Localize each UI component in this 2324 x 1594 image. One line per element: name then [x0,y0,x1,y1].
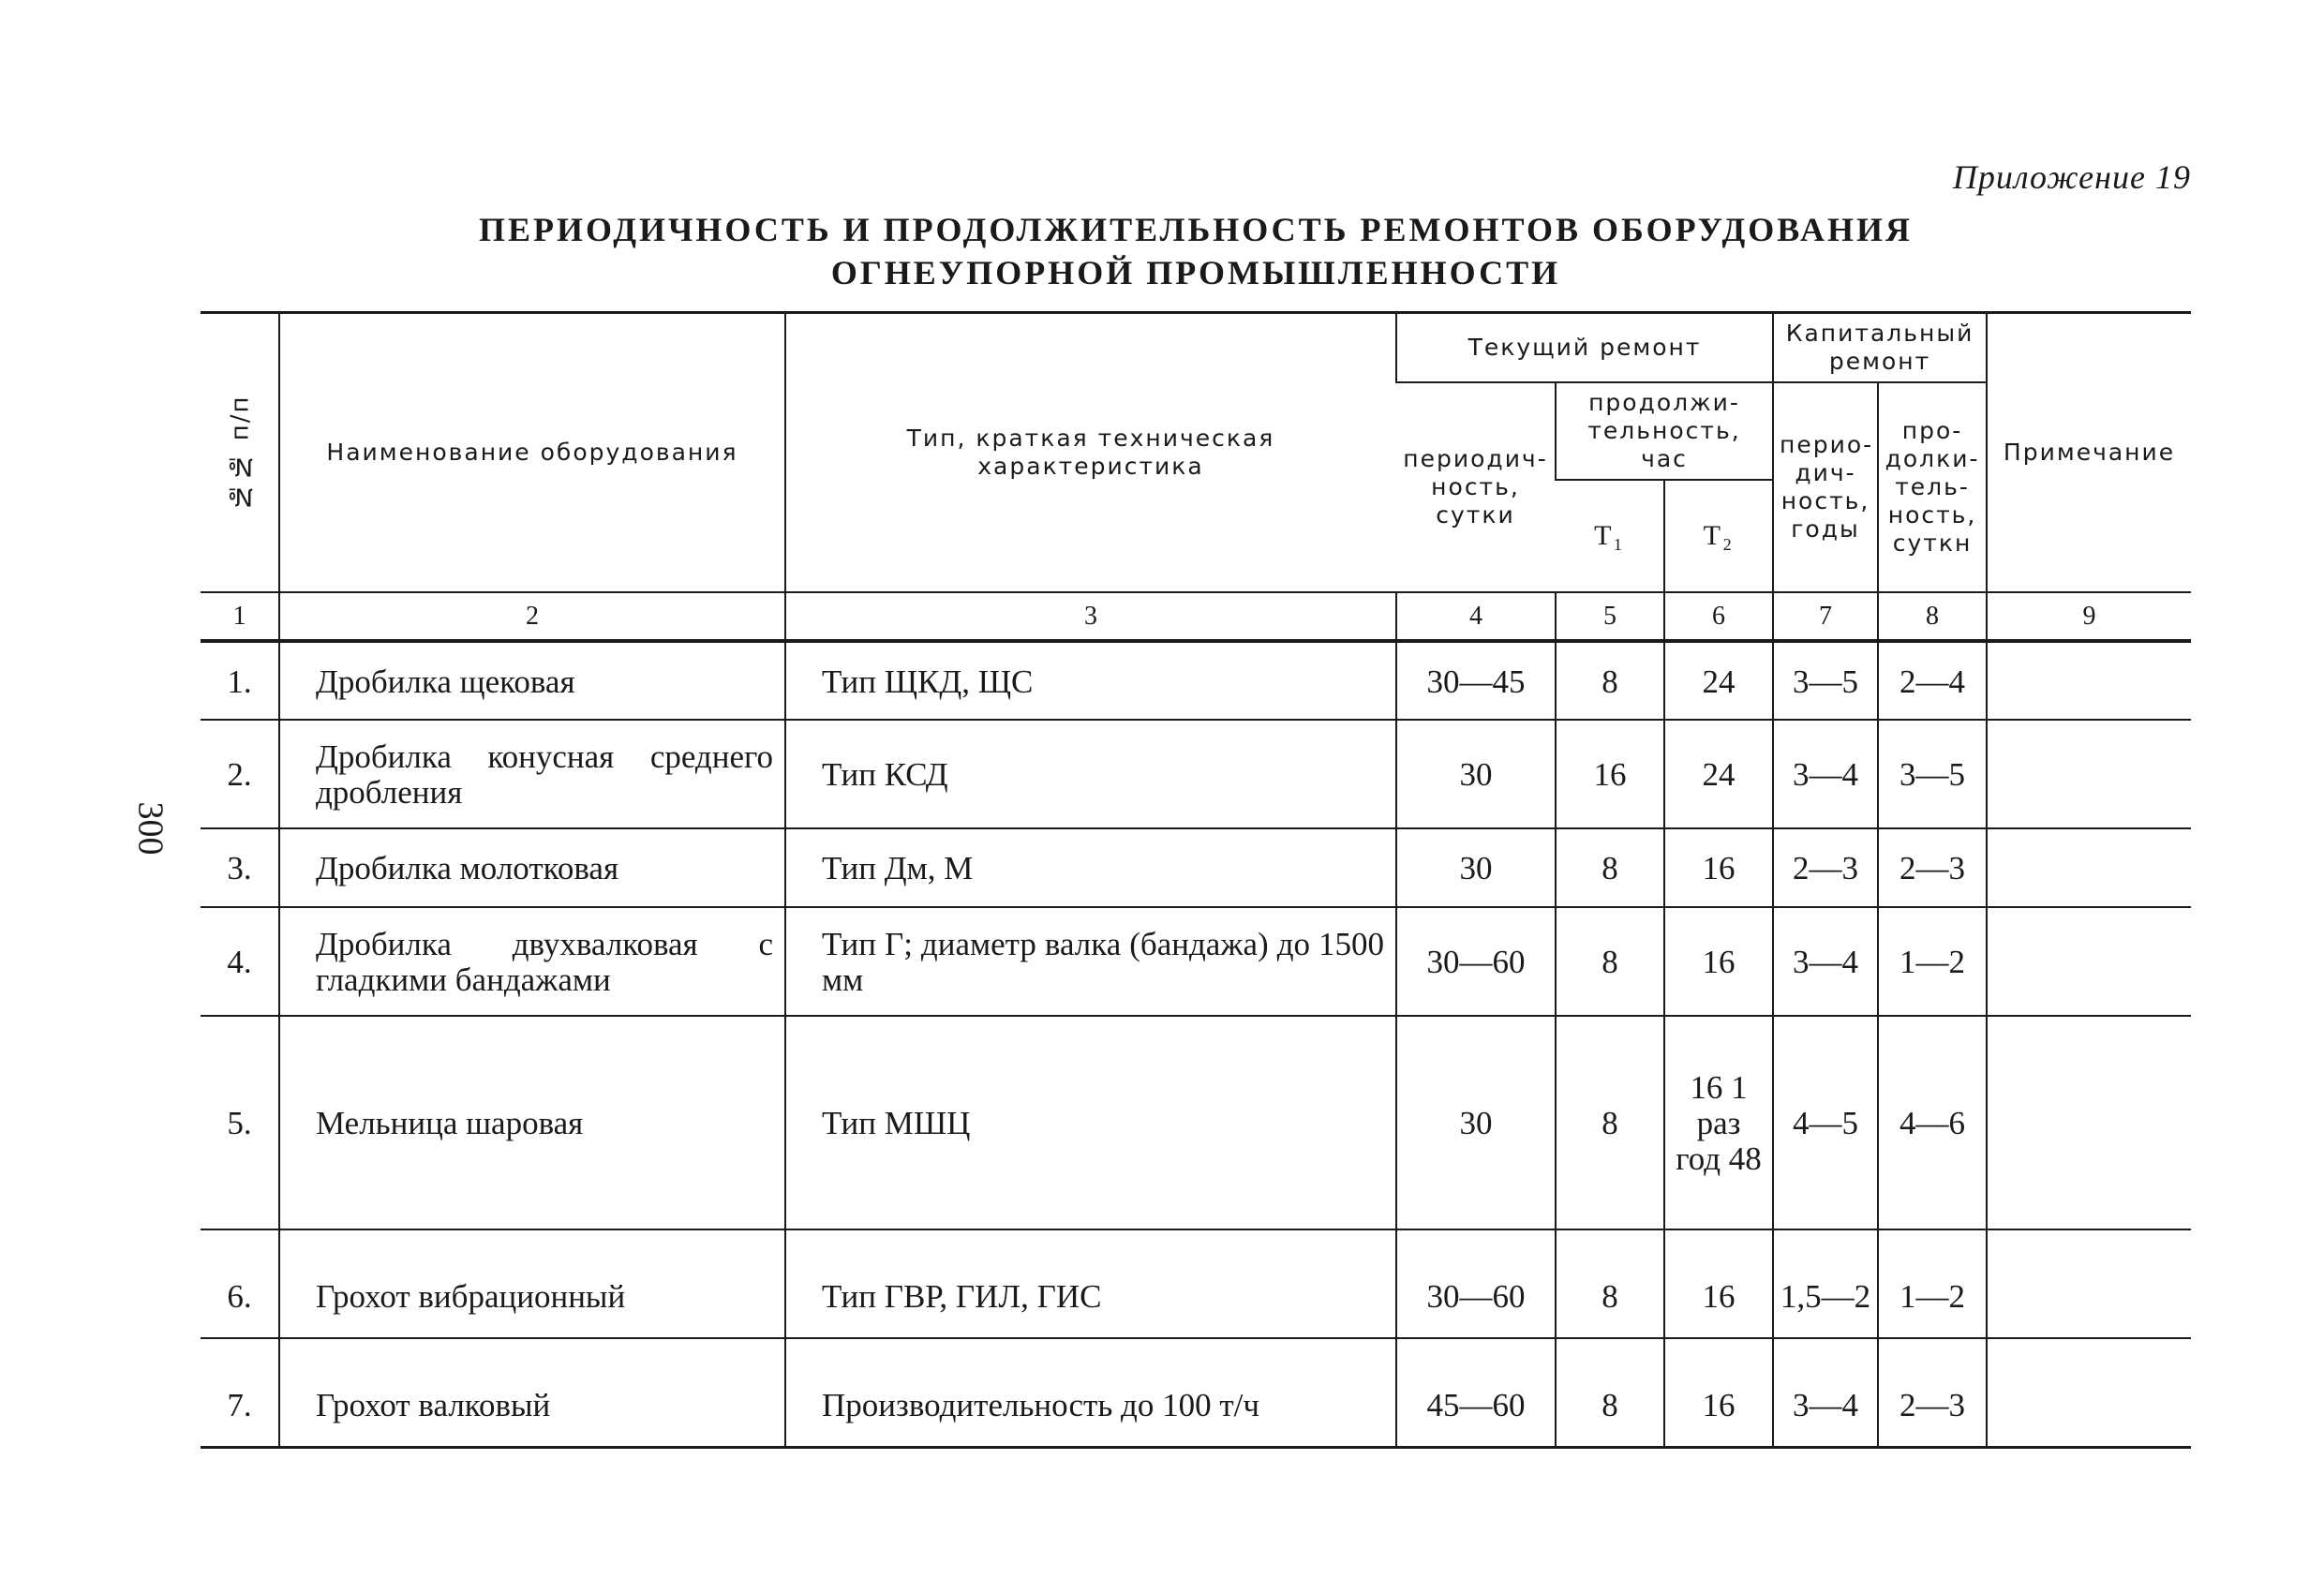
column-number: 4 [1396,592,1556,641]
row-num: 2. [201,720,279,828]
row-t1: 8 [1556,641,1664,720]
row-period: 30—60 [1396,1229,1556,1338]
row-num: 4. [201,907,279,1016]
row-note [1987,1229,2191,1338]
header-capital-repair: Капитальный ремонт [1773,313,1987,383]
row-period: 45—60 [1396,1338,1556,1447]
table-row [201,907,2191,1016]
header-t2: Т₂ [1664,480,1773,592]
row-type: Тип ГВР, ГИЛ, ГИС [785,1229,1396,1338]
row-note [1987,720,2191,828]
row-name: Мельница шаровая [279,1016,785,1229]
repair-table [201,311,2191,1449]
row-cap-period: 3—4 [1773,720,1878,828]
row-cap-duration: 2—3 [1878,1338,1987,1447]
row-type: Производительность до 100 т/ч [785,1338,1396,1447]
table-row [201,1229,2191,1338]
row-name: Дробилка конусная среднего дробления [279,720,785,828]
header-capital-duration: про-долки-тель-ность, суткн [1878,382,1987,592]
header-note: Примечание [1987,313,2191,593]
column-number: 6 [1664,592,1773,641]
header-capital-period: перио-дич-ность, годы [1773,382,1878,592]
table-header [201,313,2191,642]
row-cap-duration: 4—6 [1878,1016,1987,1229]
row-t1: 8 [1556,828,1664,907]
header-name: Наименование оборудования [279,313,785,593]
table-row [201,1338,2191,1447]
row-t2: 16 [1664,907,1773,1016]
column-number: 8 [1878,592,1987,641]
row-t1: 8 [1556,1338,1664,1447]
table-row [201,1016,2191,1229]
row-cap-duration: 2—3 [1878,828,1987,907]
row-note [1987,907,2191,1016]
row-cap-duration: 1—2 [1878,1229,1987,1338]
row-cap-period: 3—5 [1773,641,1878,720]
row-t1: 16 [1556,720,1664,828]
column-number: 5 [1556,592,1664,641]
row-type: Тип МШЦ [785,1016,1396,1229]
row-t2: 24 [1664,720,1773,828]
row-num: 1. [201,641,279,720]
row-cap-period: 3—4 [1773,907,1878,1016]
row-t2: 16 [1664,1229,1773,1338]
table-row [201,641,2191,720]
row-period: 30 [1396,720,1556,828]
row-t2: 24 [1664,641,1773,720]
table-row [201,828,2191,907]
column-number: 3 [785,592,1396,641]
row-cap-duration: 2—4 [1878,641,1987,720]
row-name: Грохот валковый [279,1338,785,1447]
column-number-row [201,592,2191,641]
row-period: 30 [1396,828,1556,907]
row-period: 30 [1396,1016,1556,1229]
row-t2: 16 1 раз год 48 [1664,1016,1773,1229]
header-current-period: периодич-ность, сутки [1403,445,1548,529]
row-name: Грохот вибрационный [279,1229,785,1338]
row-t1: 8 [1556,1016,1664,1229]
row-type: Тип КСД [785,720,1396,828]
row-cap-period: 4—5 [1773,1016,1878,1229]
header-type: Тип, краткая техническая характеристика [785,313,1396,593]
row-note [1987,641,2191,720]
row-type: Тип Дм, М [785,828,1396,907]
row-note [1987,828,2191,907]
row-cap-duration: 1—2 [1878,907,1987,1016]
row-t2: 16 [1664,828,1773,907]
row-period: 30—45 [1396,641,1556,720]
row-cap-period: 1,5—2 [1773,1229,1878,1338]
row-name: Дробилка молотковая [279,828,785,907]
row-num: 6. [201,1229,279,1338]
table-row [201,720,2191,828]
row-name: Дробилка двухвалковая с гладкими бандажами [279,907,785,1016]
row-num: 3. [201,828,279,907]
header-current-duration: продолжи-тельность, час [1556,382,1773,480]
table-body [201,641,2191,1447]
title-line-1: ПЕРИОДИЧНОСТЬ И ПРОДОЛЖИТЕЛЬНОСТЬ РЕМОНТОВ ОБОРУДОВАНИЯ [479,211,1913,248]
title-line-2: ОГНЕУПОРНОЙ ПРОМЫШЛЕННОСТИ [830,254,1561,291]
column-number: 7 [1773,592,1878,641]
appendix-label: Приложение 19 [1952,158,2191,196]
row-num: 5. [201,1016,279,1229]
row-t1: 8 [1556,907,1664,1016]
row-num: 7. [201,1338,279,1447]
column-number: 1 [201,592,279,641]
row-cap-period: 3—4 [1773,1338,1878,1447]
header-t1: Т₁ [1594,520,1625,551]
page-title [201,208,2191,294]
column-number: 9 [1987,592,2191,641]
column-number: 2 [279,592,785,641]
row-t1: 8 [1556,1229,1664,1338]
row-t2: 16 [1664,1338,1773,1447]
row-period: 30—60 [1396,907,1556,1016]
row-name: Дробилка щековая [279,641,785,720]
row-cap-period: 2—3 [1773,828,1878,907]
row-type: Тип ЩКД, ЩС [785,641,1396,720]
header-num: №№ п/п [201,313,279,593]
header-current-repair: Текущий ремонт [1396,313,1773,383]
row-note [1987,1016,2191,1229]
row-type: Тип Г; диаметр валка (бандажа) до 1500 мм [785,907,1396,1016]
row-cap-duration: 3—5 [1878,720,1987,828]
page-number: 300 [130,801,171,856]
row-note [1987,1338,2191,1447]
